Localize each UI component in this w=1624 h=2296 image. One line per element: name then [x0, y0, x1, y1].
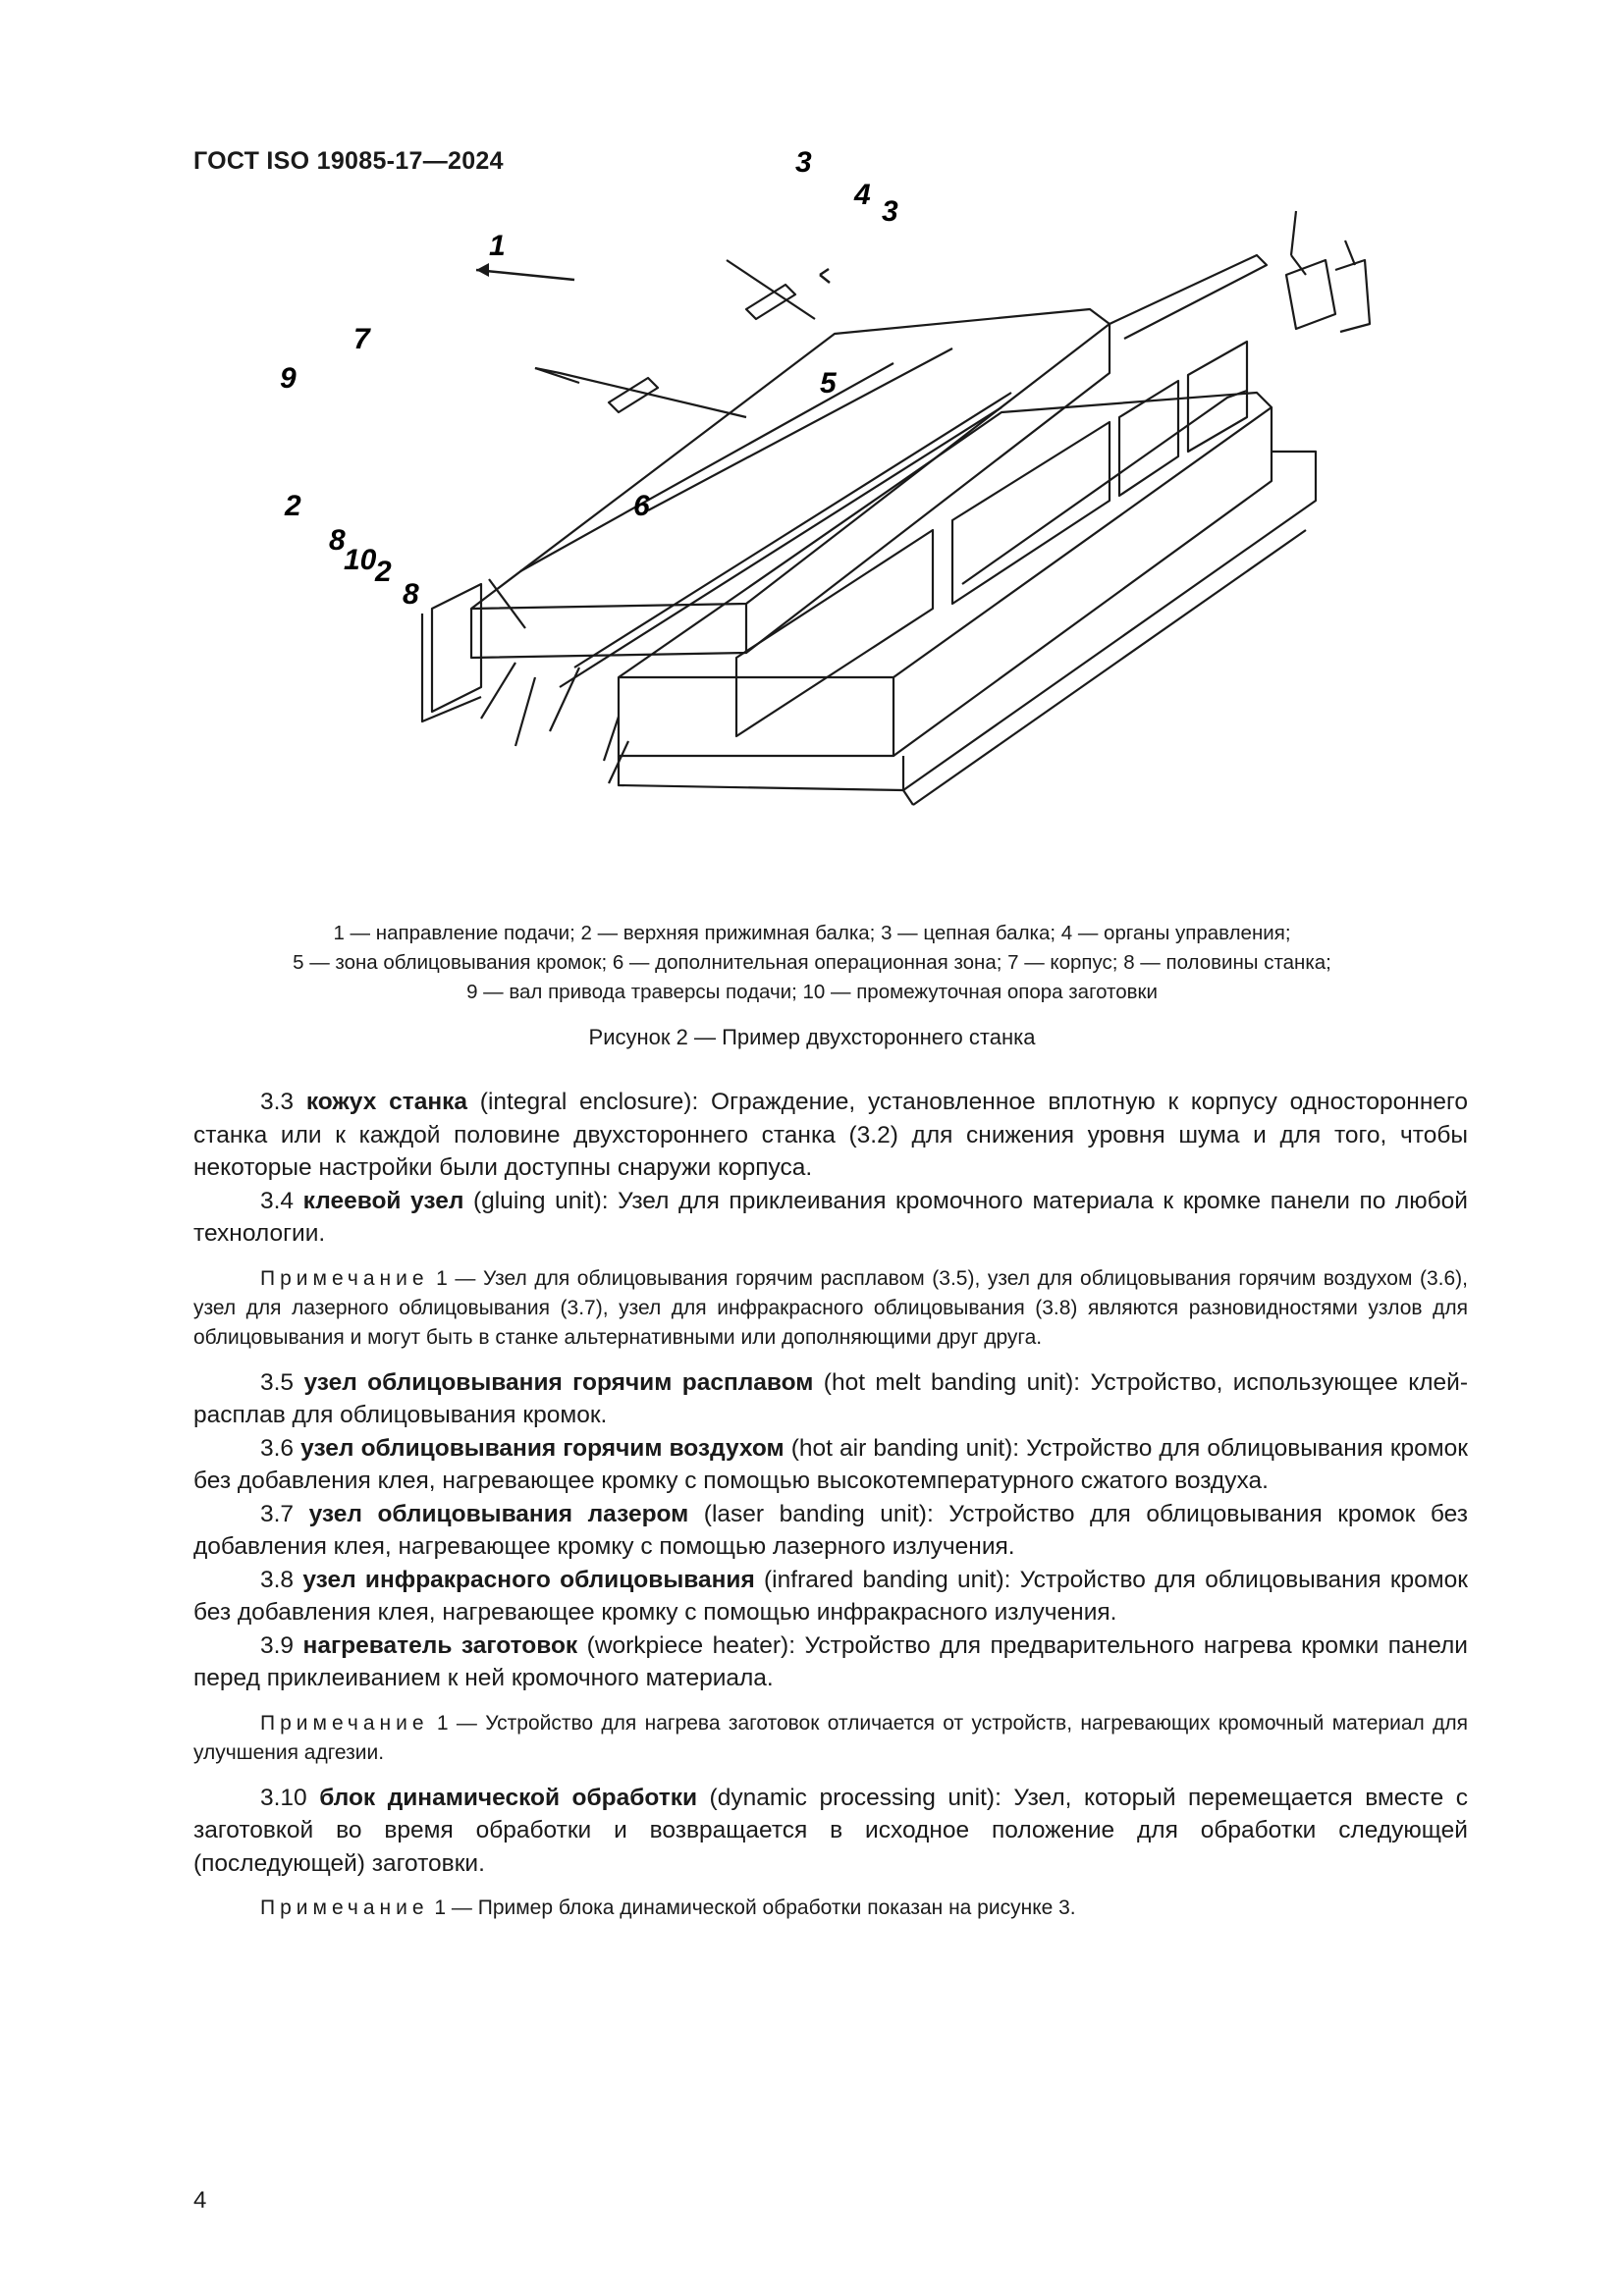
definition-text: (hot melt banding unit): Устройство, использующее клей-расплав для облицовывания кромок.: [193, 1368, 1468, 1428]
term: блок динамической обработки: [319, 1784, 698, 1811]
callout-9: 9: [280, 362, 297, 395]
term: нагреватель заготовок: [302, 1631, 578, 1659]
callout-4: 4: [854, 179, 871, 211]
definition-3-6: [193, 1432, 1468, 1498]
clause-number: 3.6: [260, 1434, 295, 1462]
clause-number: 3.5: [260, 1368, 295, 1396]
callout-8a: 8: [329, 524, 346, 557]
callout-6: 6: [633, 490, 650, 522]
clause-number: 3.7: [260, 1500, 295, 1527]
definition-3-10: [193, 1782, 1468, 1881]
legend-line: 9 — вал привода траверсы подачи; 10 — промежуточная опора заготовки: [466, 981, 1158, 1003]
clause-number: 3.8: [260, 1566, 295, 1593]
note-label: Примечание: [260, 1266, 429, 1290]
term: узел инфракрасного облицовывания: [302, 1566, 755, 1593]
term: узел облицовывания горячим расплавом: [303, 1368, 814, 1396]
definition-text: (laser banding unit): Устройство для облицовывания кромок без добавления клея, нагревающее кромку с помощью лазерного излучения.: [193, 1500, 1468, 1560]
clause-number: 3.9: [260, 1631, 295, 1659]
callout-7: 7: [353, 323, 370, 355]
term: узел облицовывания горячим воздухом: [300, 1434, 785, 1462]
note-label: Примечание: [260, 1896, 429, 1919]
definition-text: (workpiece heater): Устройство для предварительного нагрева кромки панели перед приклеиванием к ней кромочного материала.: [193, 1631, 1468, 1691]
definition-3-9: [193, 1629, 1468, 1695]
term: кожух станка: [305, 1089, 468, 1115]
figure-legend: [0, 919, 1624, 1007]
definition-3-3: [193, 1086, 1468, 1185]
definition-3-8: [193, 1564, 1468, 1629]
term: клеевой узел: [302, 1187, 464, 1214]
note-label: Примечание: [260, 1711, 429, 1735]
legend-line: 5 — зона облицовывания кромок; 6 — дополнительная операционная зона; 7 — корпус; 8 — половины станка;: [293, 951, 1331, 974]
definition-text: (integral enclosure): Ограждение, установленное вплотную к корпусу одностороннего станка или к каждой половине двухстороннего станка (3.2) для снижения уровня шума и для того, чтобы некоторые настройки были доступны снаружи корпуса.: [193, 1089, 1468, 1181]
definition-3-7: [193, 1498, 1468, 1564]
callout-8b: 8: [403, 578, 419, 611]
clause-number: 3.10: [260, 1784, 307, 1811]
callout-5: 5: [820, 367, 837, 400]
clause-number: 3.3: [260, 1089, 295, 1115]
definition-3-4: [193, 1185, 1468, 1251]
note-text: 1 — Пример блока динамической обработки показан на рисунке 3.: [428, 1896, 1076, 1919]
note-text: 1 — Устройство для нагрева заготовок отличается от устройств, нагревающих кромочный материал для улучшения адгезии.: [193, 1711, 1468, 1764]
note-3-4: [193, 1264, 1468, 1353]
term: узел облицовывания лазером: [308, 1500, 689, 1527]
callout-10: 10: [344, 544, 377, 576]
document-body: [193, 1086, 1468, 1937]
definition-text: (hot air banding unit): Устройство для облицовывания кромок без добавления клея, нагревающее кромку с помощью высокотемпературного сжатого воздуха.: [193, 1434, 1468, 1494]
note-3-9: [193, 1709, 1468, 1768]
definition-text: (dynamic processing unit): Узел, который перемещается вместе с заготовкой во время обработки и возвращается в исходное положение для обработки следующей (последующей) заготовки.: [193, 1784, 1468, 1877]
figure-caption: Рисунок 2 — Пример двухстороннего станка: [588, 1025, 1036, 1049]
note-3-10: [193, 1894, 1468, 1923]
definition-3-5: [193, 1366, 1468, 1432]
definition-text: (infrared banding unit): Устройство для облицовывания кромок без добавления клея, нагревающее кромку с помощью инфракрасного излучения.: [193, 1566, 1468, 1626]
callout-2b: 2: [375, 556, 392, 588]
callout-3a: 3: [795, 146, 812, 179]
callout-3b: 3: [882, 195, 898, 228]
callout-1: 1: [489, 230, 506, 262]
note-text: 1 — Узел для облицовывания горячим расплавом (3.5), узел для облицовывания горячим воздухом (3.6), узел для лазерного облицовывания (3.7), узел для инфракрасного облицовывания (3.8) являются разновидностями узлов для облицовывания и могут быть в станке альтернативными или дополняющими друг друга.: [193, 1266, 1468, 1349]
clause-number: 3.4: [260, 1187, 295, 1214]
legend-line: 1 — направление подачи; 2 — верхняя прижимная балка; 3 — цепная балка; 4 — органы управления;: [333, 922, 1291, 944]
page-number: 4: [193, 2187, 207, 2214]
callout-2a: 2: [285, 490, 301, 522]
document-header: ГОСТ ISO 19085-17—2024: [193, 147, 504, 175]
definition-text: (gluing unit): Узел для приклеивания кромочного материала к кромке панели по любой технологии.: [193, 1187, 1468, 1247]
